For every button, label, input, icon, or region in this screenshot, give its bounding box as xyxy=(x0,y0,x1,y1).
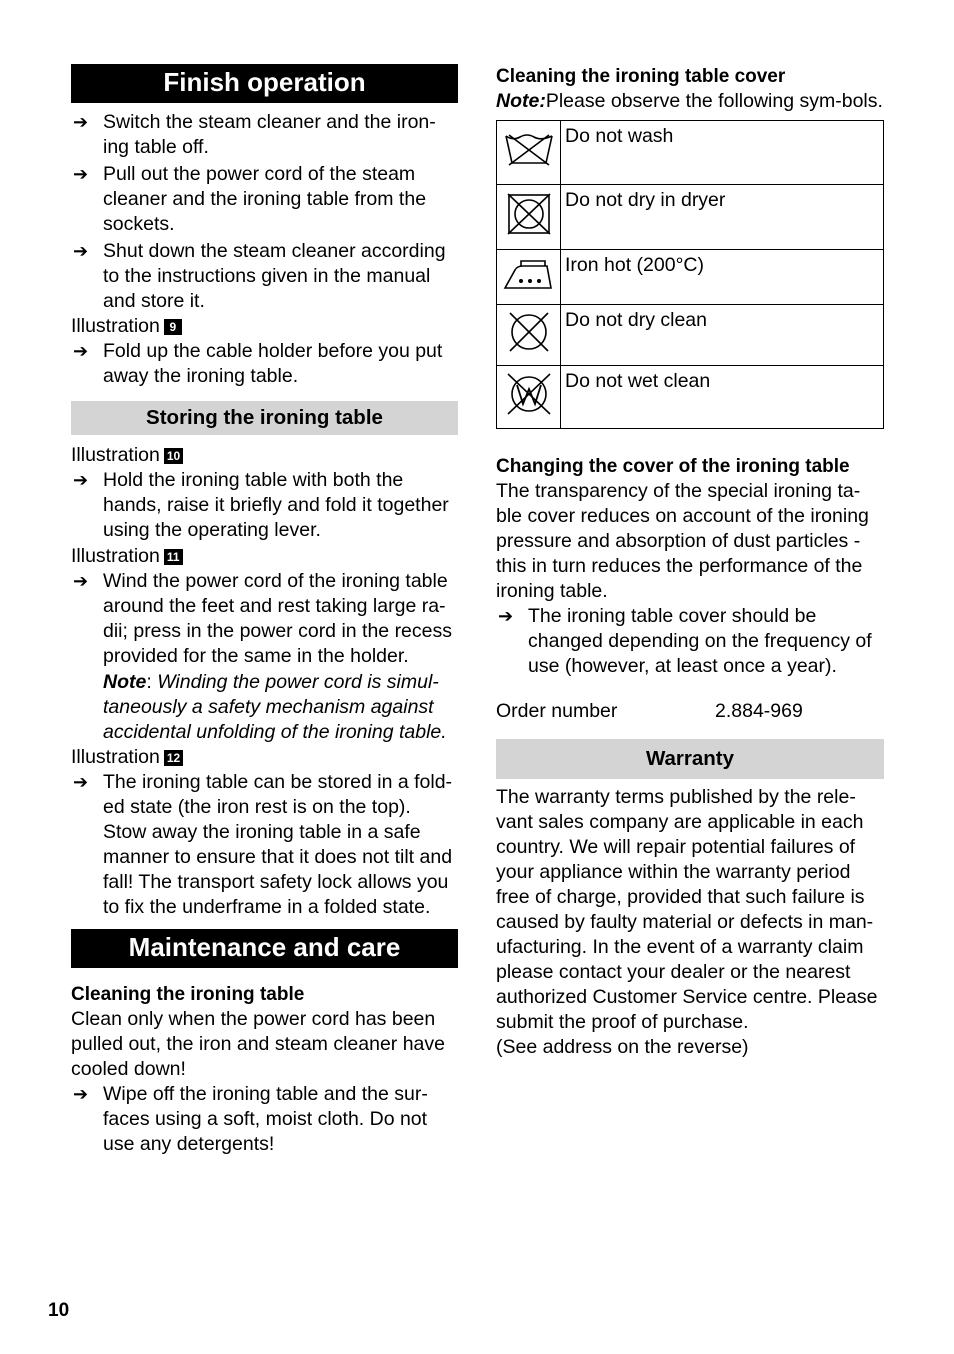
arrow-icon: ➔ xyxy=(73,1084,89,1104)
arrow-icon: ➔ xyxy=(73,112,89,132)
illustration-number: 10 xyxy=(164,448,183,464)
illustration-ref-12: Illustration 12 xyxy=(71,745,458,770)
order-number-label: Order number xyxy=(496,700,618,722)
arrow-icon: ➔ xyxy=(73,772,89,792)
step-wind-cord: ➔ Wind the power cord of the ironing table around the feet and rest taking large ra-dii; press in the power cord in the recess provided for the same in the holder. Note: Winding the power cord is simul-taneously a safety mechanism against accidental unfolding of the ironing table. xyxy=(71,569,458,745)
symbol-row xyxy=(497,366,884,429)
arrow-icon: ➔ xyxy=(73,164,89,184)
section-title-maintenance: Maintenance and care xyxy=(71,929,458,968)
arrow-icon: ➔ xyxy=(498,606,514,626)
step-pull-cord: ➔ Pull out the power cord of the steam cleaner and the ironing table from the sockets. xyxy=(73,163,427,235)
section-title-finish-operation: Finish operation xyxy=(71,64,458,103)
illustration-number: 12 xyxy=(164,750,183,766)
symbol-label: Do not dry clean xyxy=(561,305,884,366)
order-number-row xyxy=(496,699,884,724)
arrow-icon: ➔ xyxy=(73,241,89,261)
illustration-ref-9: Illustration 9 xyxy=(71,314,458,339)
symbol-label: Iron hot (200°C) xyxy=(561,250,884,305)
subheading-cleaning-table: Cleaning the ironing table xyxy=(71,984,305,1005)
do-not-wash-icon xyxy=(497,121,561,185)
care-symbols-table xyxy=(496,120,884,429)
step-store-folded: ➔ The ironing table can be stored in a fold-ed state (the iron rest is on the top). Stow away the ironing table in a safe manner to ensure that it does not tilt and fall! The transport safety lock allows you to fix the underframe in a folded state. xyxy=(73,771,453,918)
note-winding: Note: Winding the power cord is simul-taneously a safety mechanism against accidental unfolding of the ironing table. xyxy=(103,671,447,743)
step-shut-down: ➔ Shut down the steam cleaner according to the instructions given in the manual and store it. xyxy=(73,240,446,312)
illustration-ref-11: Illustration 11 xyxy=(71,544,458,569)
step-wipe-off: ➔ Wipe off the ironing table and the sur-faces using a soft, moist cloth. Do not use any detergents! xyxy=(73,1083,428,1155)
do-not-dry-clean-icon xyxy=(497,305,561,366)
note-symbols: Note:Please observe the following sym-bols. xyxy=(496,90,883,112)
step-switch-off: ➔ Switch the steam cleaner and the iron-ing table off. xyxy=(73,111,436,158)
order-number-value: 2.884-969 xyxy=(715,700,803,722)
arrow-icon: ➔ xyxy=(73,341,89,361)
do-not-wet-clean-icon xyxy=(497,366,561,429)
symbol-label: Do not wash xyxy=(561,121,884,185)
step-fold-cable-holder: ➔ Fold up the cable holder before you put away the ironing table. xyxy=(73,340,443,387)
step-change-cover: ➔ The ironing table cover should be changed depending on the frequency of use (however, at least once a year). xyxy=(498,605,872,677)
subheading-changing-cover: Changing the cover of the ironing table xyxy=(496,456,850,477)
symbol-label: Do not dry in dryer xyxy=(561,185,884,250)
symbol-row xyxy=(497,250,884,305)
illustration-ref-10: Illustration 10 xyxy=(71,443,458,468)
arrow-icon: ➔ xyxy=(73,571,89,591)
paragraph-clean-only: Clean only when the power cord has been pulled out, the iron and steam cleaner have cooled down! xyxy=(71,1008,445,1080)
step-hold-table: ➔ Hold the ironing table with both the hands, raise it briefly and fold it together using the operating lever. xyxy=(73,469,449,541)
arrow-icon: ➔ xyxy=(73,470,89,490)
iron-hot-icon xyxy=(497,250,561,305)
symbol-row xyxy=(497,121,884,185)
symbol-row xyxy=(497,305,884,366)
paragraph-warranty: The warranty terms published by the rele-vant sales company are applicable in each country. We will repair potential failures of your appliance within the warranty period free of charge, provided that such failure is caused by faulty material or defects in man-ufacturing. In the event of a warranty claim please contact your dealer or the nearest authorized Customer Service centre. Please submit the proof of purchase. xyxy=(496,786,878,1033)
section-title-storing: Storing the ironing table xyxy=(71,401,458,435)
right-column xyxy=(496,64,884,1060)
symbol-row xyxy=(497,185,884,250)
symbol-label: Do not wet clean xyxy=(561,366,884,429)
illustration-number: 11 xyxy=(164,549,183,565)
left-column xyxy=(71,64,458,1157)
paragraph-see-address: (See address on the reverse) xyxy=(496,1036,749,1058)
page-number: 10 xyxy=(48,1300,70,1321)
do-not-tumble-dry-icon xyxy=(497,185,561,250)
subheading-cleaning-cover: Cleaning the ironing table cover xyxy=(496,66,786,87)
illustration-number: 9 xyxy=(164,319,182,335)
section-title-warranty: Warranty xyxy=(496,739,884,779)
paragraph-transparency: The transparency of the special ironing ta-ble cover reduces on account of the ironing pressure and absorption of dust particles - this in turn reduces the performance of the ironing table. xyxy=(496,480,869,602)
